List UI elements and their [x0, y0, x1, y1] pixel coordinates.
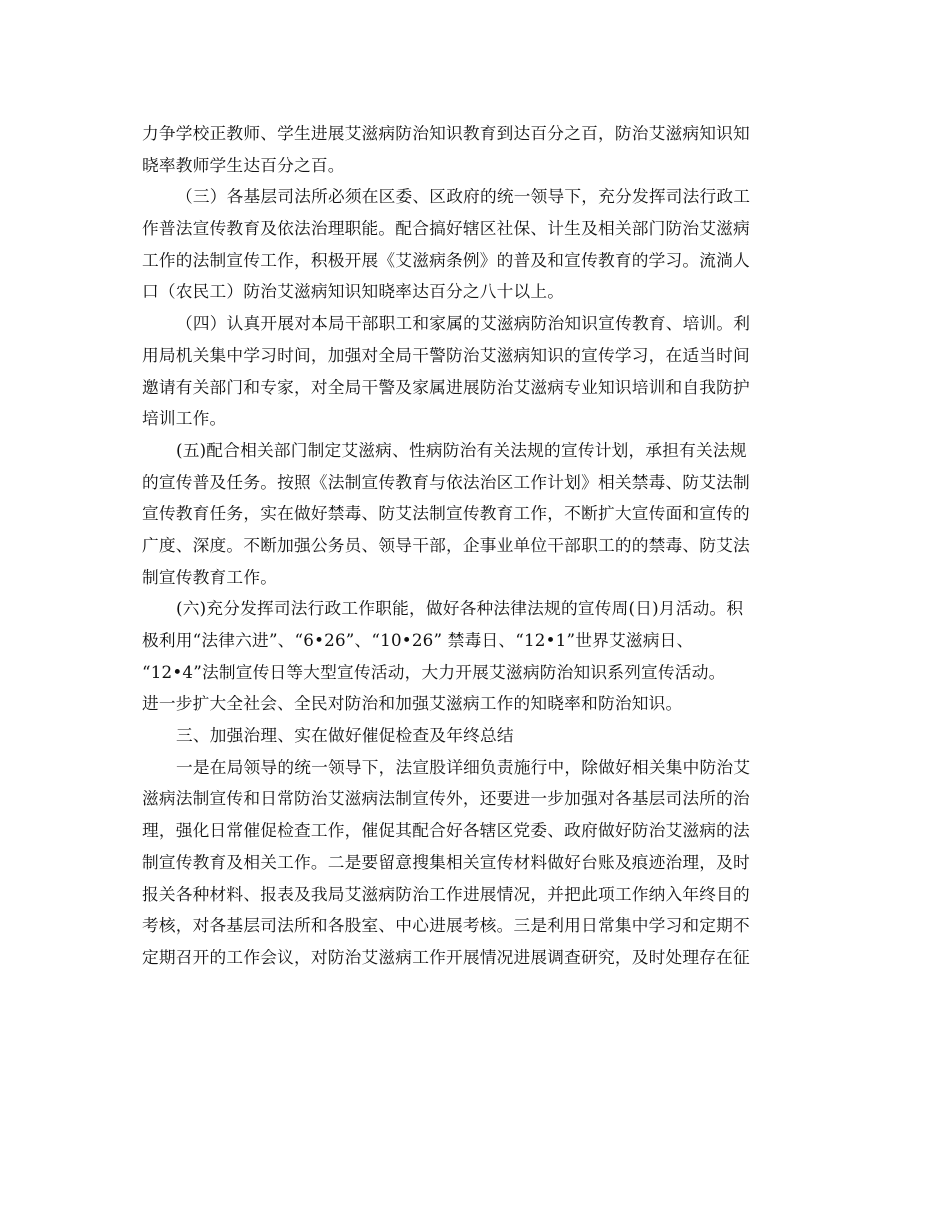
text-line: 报关各种材料、报表及我局艾滋病防治工作进展情况，并把此项工作纳入年终目的 [142, 883, 750, 904]
text-line: 作普法宣传教育及依法治理职能。配合搞好辖区社保、计生及相关部门防治艾滋病 [142, 218, 750, 239]
text-line: 工作的法制宣传工作，积极开展《艾滋病条例》的普及和宣传教育的学习。流淌人 [142, 249, 750, 270]
text-line: 晓率教师学生达百分之百。 [142, 154, 345, 175]
text-line: 理，强化日常催促检查工作，催促其配合好各辖区党委、政府做好防治艾滋病的法 [142, 820, 750, 841]
text-line: 制宣传教育及相关工作。二是要留意搜集相关宣传材料做好台账及痕迹治理，及时 [142, 851, 750, 872]
text-line: 制宣传教育工作。 [142, 566, 278, 587]
text-line: 定期召开的工作会议，对防治艾滋病工作开展情况进展调查研究，及时处理存在征 [142, 946, 750, 967]
text-line: 力争学校正教师、学生进展艾滋病防治知识教育到达百分之百，防治艾滋病知识知 [142, 123, 750, 143]
paragraph-line-3: （三）各基层司法所必须在区委、区政府的统一领导下，充分发挥司法行政工 [176, 186, 751, 207]
text-line: 极利用“法律六进”、“6•26”、“10•26” 禁毒日、“12•1”世界艾滋病日、 [142, 630, 694, 650]
text-line: “12•4”法制宣传日等大型宣传活动，大力开展艾滋病防治知识系列宣传活动。 [142, 661, 726, 682]
text-line: 进一步扩大全社会、全民对防治和加强艾滋病工作的知晓率和防治知识。 [142, 693, 683, 714]
paragraph-line-5: (五)配合相关部门制定艾滋病、性病防治有关法规的宣传计划，承担有关法规 [176, 439, 747, 460]
paragraph-line-6: (六)充分发挥司法行政工作职能，做好各种法律法规的宣传周(日)月活动。积 [176, 598, 744, 619]
text-line: 培训工作。 [142, 408, 227, 429]
text-line: 滋病法制宣传和日常防治艾滋病法制宣传外，还要进一步加强对各基层司法所的治 [142, 788, 750, 809]
section-heading: 三、加强治理、实在做好催促检查及年终总结 [176, 725, 514, 746]
text-line: 的宣传普及任务。按照《法制宣传教育与依法治区工作计划》相关禁毒、防艾法制 [142, 471, 750, 492]
paragraph-line-summary: 一是在局领导的统一领导下，法宣股详细负责施行中，除做好相关集中防治艾 [176, 756, 751, 777]
paragraph-line-4: （四）认真开展对本局干部职工和家属的艾滋病防治知识宣传教育、培训。利 [176, 313, 751, 334]
text-line: 用局机关集中学习时间，加强对全局干警防治艾滋病知识的宣传学习，在适当时间 [142, 344, 750, 365]
text-line: 口（农民工）防治艾滋病知识知晓率达百分之八十以上。 [142, 281, 565, 302]
text-line: 广度、深度。不断加强公务员、领导干部，企事业单位干部职工的的禁毒、防艾法 [142, 534, 750, 555]
text-line: 宣传教育任务，实在做好禁毒、防艾法制宣传教育工作，不断扩大宣传面和宣传的 [142, 503, 750, 524]
document-body [142, 118, 814, 974]
text-line: 邀请有关部门和专家，对全局干警及家属进展防治艾滋病专业知识培训和自我防护 [142, 376, 750, 397]
text-line: 考核，对各基层司法所和各股室、中心进展考核。三是利用日常集中学习和定期不 [142, 915, 750, 936]
